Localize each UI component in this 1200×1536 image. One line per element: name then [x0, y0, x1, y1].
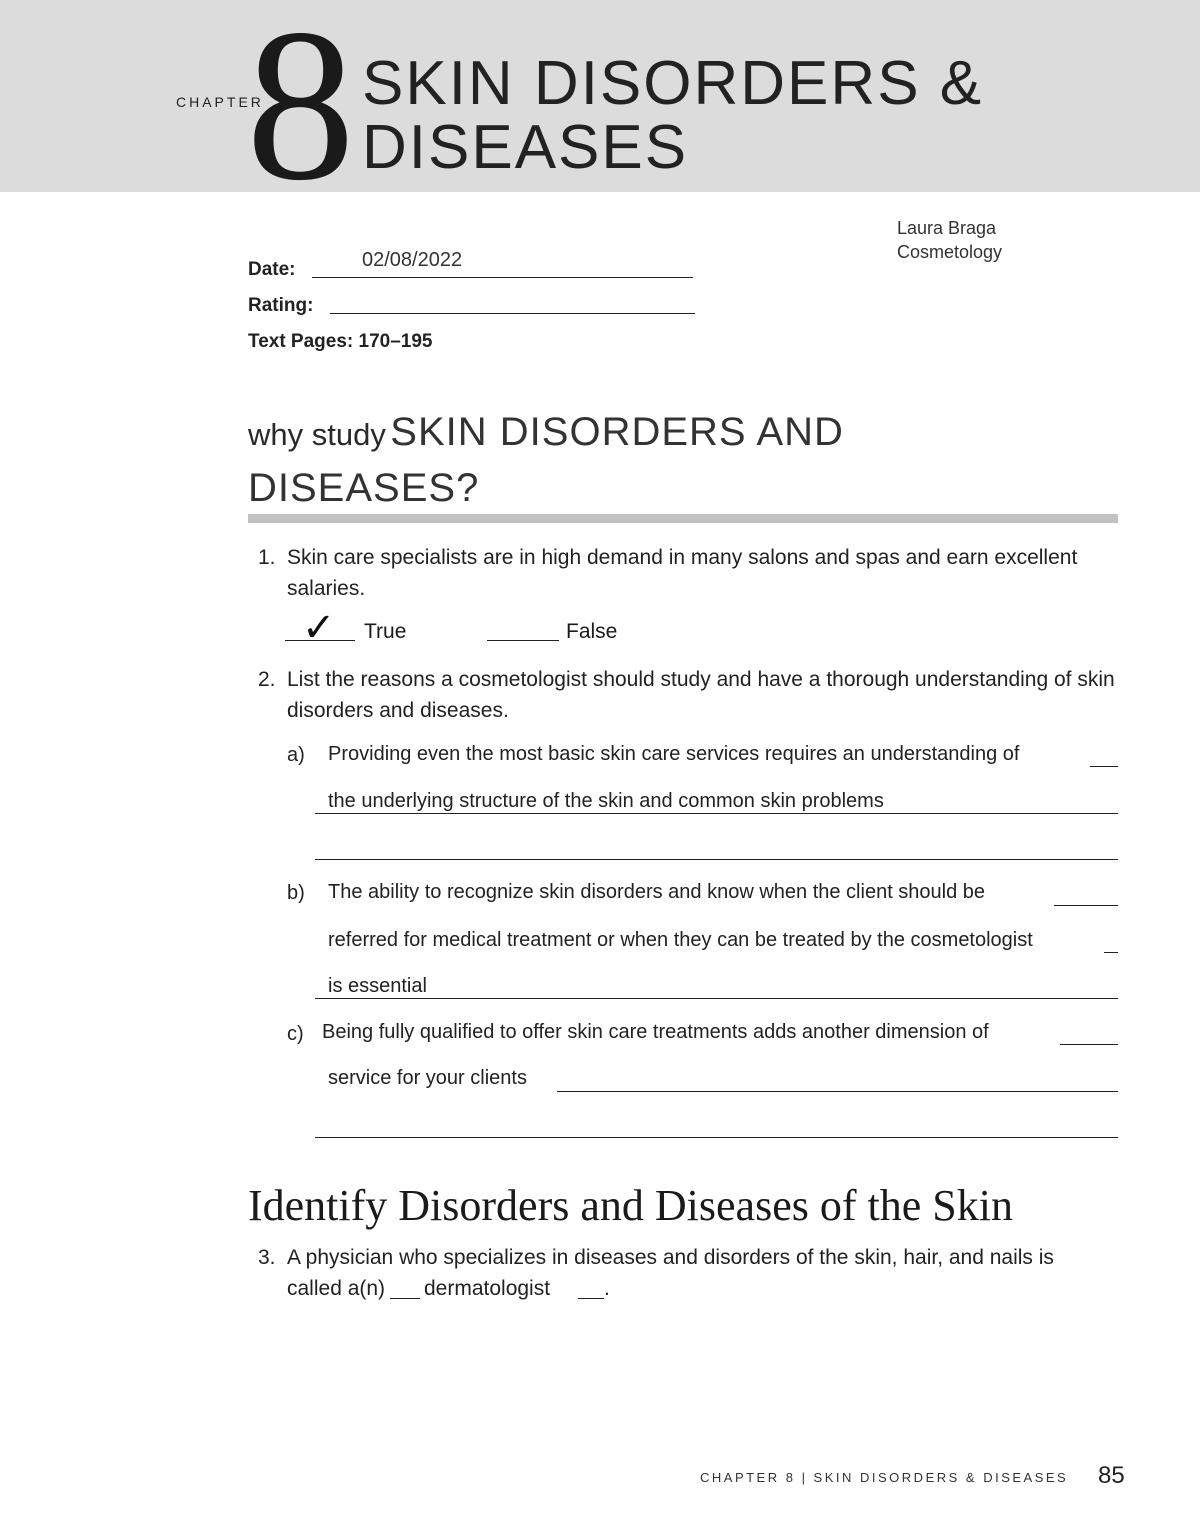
date-value[interactable]: 02/08/2022 [362, 249, 463, 271]
reason-c-text: Being fully qualified to offer skin care treatments adds another dimension of [322, 1021, 989, 1043]
reason-a-answer-line-2[interactable] [315, 859, 1118, 860]
footer-chapter-label: CHAPTER 8 | SKIN DISORDERS & DISEASES [700, 1470, 1069, 1485]
date-field[interactable] [312, 277, 693, 278]
page-number: 85 [1098, 1462, 1125, 1489]
reason-a-answer[interactable]: the underlying structure of the skin and common skin problems [328, 790, 884, 812]
reason-a-text: Providing even the most basic skin care services requires an understanding of [328, 743, 1020, 765]
rating-label: Rating: [248, 295, 314, 316]
why-study-prefix: why study [248, 417, 386, 452]
chapter-title-line2: DISEASES [362, 113, 689, 182]
question-2-number: 2. [258, 668, 276, 691]
question-3-answer[interactable]: dermatologist [424, 1277, 551, 1300]
reason-b-letter: b) [287, 882, 305, 904]
reason-c-answer[interactable]: service for your clients [328, 1067, 527, 1089]
false-label: False [566, 620, 618, 643]
reason-a-tail-line[interactable] [1090, 766, 1118, 767]
question-1-number: 1. [258, 546, 276, 569]
checkmark-icon: ✓ [302, 606, 336, 650]
reason-b-answer-line-3[interactable] [315, 998, 1118, 999]
reason-c-answer-line-2[interactable] [315, 1137, 1118, 1138]
date-label: Date: [248, 259, 296, 280]
false-answer-blank[interactable] [487, 640, 559, 641]
reason-c-answer-line-1[interactable] [557, 1091, 1118, 1092]
reason-b-tail-line[interactable] [1054, 905, 1118, 906]
reason-b-text: The ability to recognize skin disorders and know when the client should be [328, 881, 986, 903]
question-3-blank-left[interactable] [390, 1298, 420, 1299]
reason-b-tail-line-2[interactable] [1104, 952, 1118, 953]
reason-c-letter: c) [287, 1023, 304, 1045]
reason-a-letter: a) [287, 744, 305, 766]
question-3-period: . [604, 1277, 610, 1300]
question-1-text: Skin care specialists are in high demand in many salons and spas and earn excellent salaries. [287, 546, 1078, 600]
why-study-title-line2: DISEASES? [248, 466, 480, 510]
chapter-word: CHAPTER [176, 94, 264, 110]
chapter-number: 8 [246, 0, 355, 226]
reason-c-tail-line[interactable] [1060, 1044, 1118, 1045]
student-name: Laura Braga [897, 218, 997, 238]
question-3-prefix: called a(n) [287, 1277, 386, 1300]
student-course: Cosmetology [897, 242, 1003, 262]
rating-field[interactable] [330, 313, 695, 314]
question-3-blank-right[interactable] [578, 1298, 604, 1299]
section-heading-identify: Identify Disorders and Diseases of the Skin [248, 1181, 1013, 1230]
question-3-number: 3. [258, 1246, 276, 1269]
chapter-title-line1: SKIN DISORDERS & [362, 49, 984, 118]
reason-a-answer-line-1[interactable] [315, 813, 1118, 814]
question-3-text: A physician who specializes in diseases and disorders of the skin, hair, and nails is [287, 1246, 1054, 1269]
reason-b-answer-1[interactable]: referred for medical treatment or when they can be treated by the cosmetologist [328, 929, 1033, 951]
text-pages-label: Text Pages: 170–195 [248, 331, 433, 352]
section-divider [248, 514, 1118, 523]
why-study-title-line1: SKIN DISORDERS AND [390, 410, 844, 454]
question-2-text: List the reasons a cosmetologist should study and have a thorough understanding of skin disorders and diseases. [287, 668, 1115, 722]
reason-b-answer-2[interactable]: is essential [328, 975, 427, 997]
true-label: True [364, 620, 407, 643]
